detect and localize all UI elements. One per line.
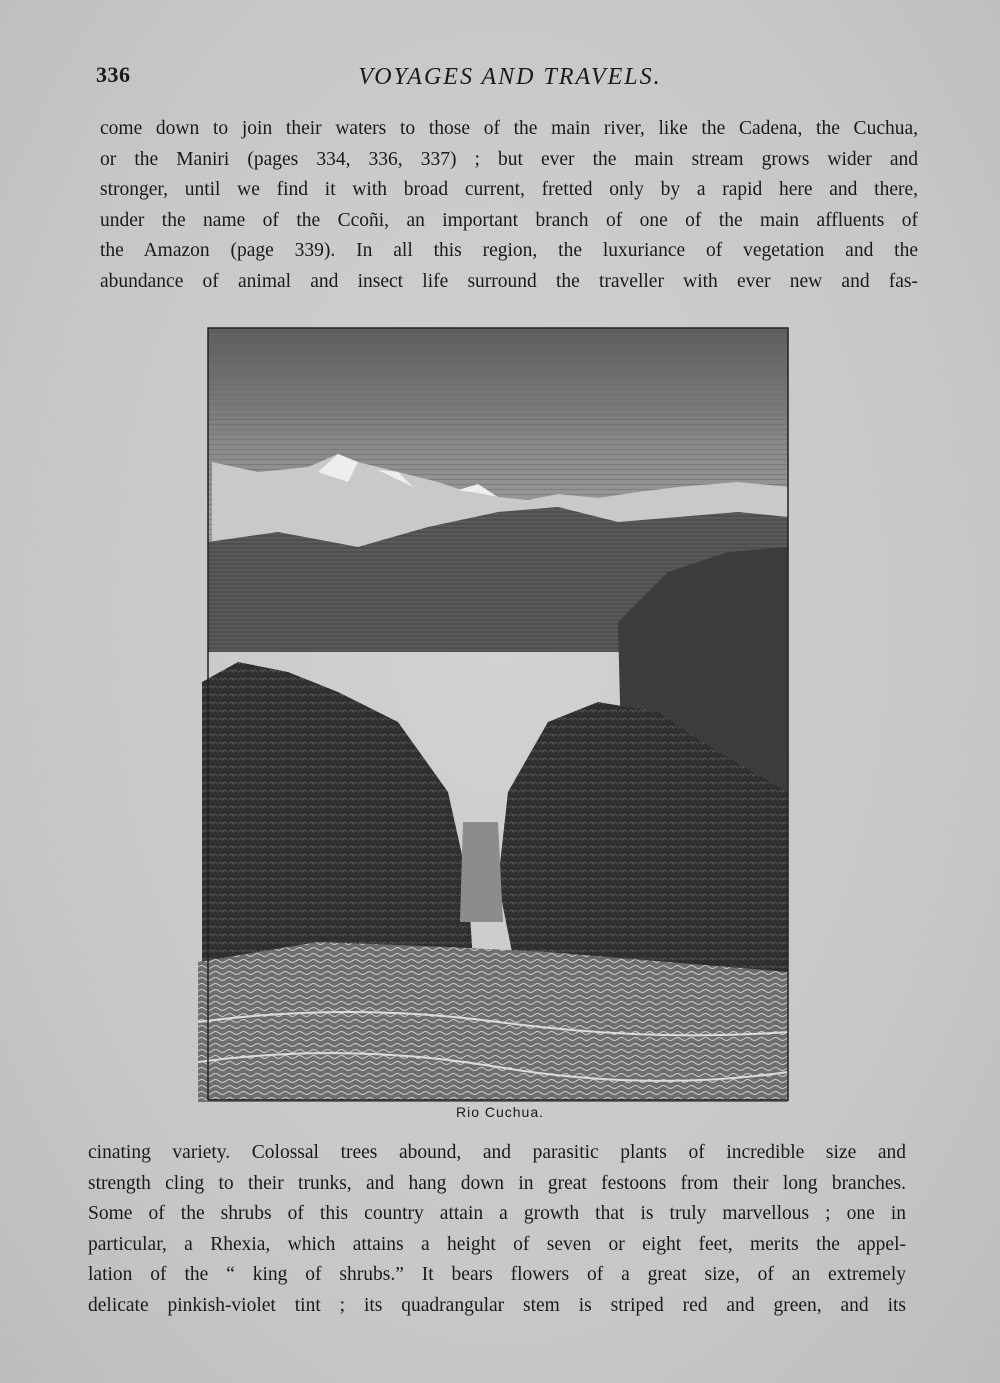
river-gorge-engraving-icon [198,322,791,1102]
text-line: cinating variety. Colossal trees abound, and parasitic plants of incredible size and [88,1142,906,1163]
running-head: VOYAGES AND TRAVELS. [358,64,662,90]
text-line: under the name of the Ccoñi, an important branch of one of the main affluents of [100,209,918,231]
text-line: particular, a Rhexia, which attains a height of seven or eight feet, merits the appel- [88,1233,906,1255]
text-line: stronger, until we find it with broad current, fretted only by a rapid here and there, [100,179,918,200]
text-line: the Amazon (page 339). In all this region, the luxuriance of vegetation and the [100,240,918,261]
engraving-illustration [198,322,791,1112]
figure-caption: Rio Cuchua. [455,1104,545,1120]
page-number: 336 [96,62,131,87]
text-line: or the Maniri (pages 334, 336, 337) ; but ever the main stream grows wider and [100,148,918,170]
text-line: strength cling to their trunks, and hang down in great festoons from their long branches. [88,1172,906,1194]
text-line: abundance of animal and insect life surround the traveller with ever new and fas- [100,270,918,292]
top-paragraph [100,114,918,297]
text-line: Some of the shrubs of this country attain a growth that is truly marvellous ; one in [88,1203,906,1224]
text-line: come down to join their waters to those of the main river, like the Cadena, the Cuchua, [100,118,918,139]
bottom-paragraph [88,1138,906,1321]
text-line: lation of the “ king of shrubs.” It bears flowers of a great size, of an extremely [88,1264,906,1285]
text-line: delicate pinkish-violet tint ; its quadrangular stem is striped red and green, and its [88,1294,906,1316]
